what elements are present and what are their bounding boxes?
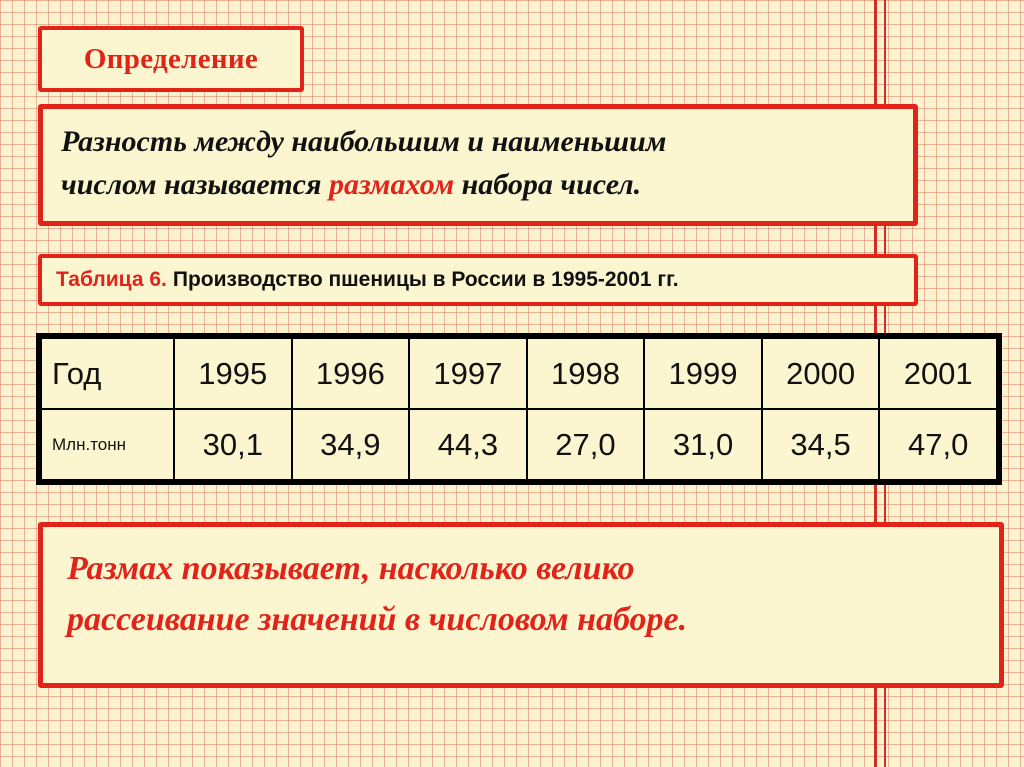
definition-body-box [38,104,918,226]
table-cell-value-1995: 30,1 [174,409,292,480]
table-cell-year-2001: 2001 [879,338,997,409]
table-cell-year-1997: 1997 [409,338,527,409]
table-caption-box [38,254,918,306]
definition-title-box [38,26,304,92]
table-cell-year-1999: 1999 [644,338,762,409]
table-cell-year-1998: 1998 [527,338,645,409]
table-cell-value-1996: 34,9 [292,409,410,480]
wheat-production-table [36,333,1002,485]
definition-line-1: Разность между наибольшим и наименьшим [61,125,667,158]
table-cell-year-1996: 1996 [292,338,410,409]
conclusion-box [38,522,1004,688]
table-row-values [41,409,997,480]
table-cell-year-1995: 1995 [174,338,292,409]
row-header-million-tons: Млн.тонн [41,409,174,480]
table-cell-value-2001: 47,0 [879,409,997,480]
table-cell-value-1999: 31,0 [644,409,762,480]
definition-title: Определение [83,42,259,75]
table-cell-year-2000: 2000 [762,338,880,409]
table-cell-value-2000: 34,5 [762,409,880,480]
table-row-years [41,338,997,409]
table-caption-text: Производство пшеницы в России в 1995-2001 гг. [172,268,679,291]
definition-line-2 [61,164,895,207]
row-header-year: Год [41,338,174,409]
table-cell-value-1998: 27,0 [527,409,645,480]
conclusion-line-1: Размах показывает, насколько велико [67,550,635,587]
definition-line-2-prefix: числом называется [61,167,329,201]
definition-keyword: размахом [328,167,455,201]
conclusion-line-2: рассеивание значений в числовом наборе. [67,601,688,638]
table-caption-label: Таблица 6. [56,268,167,291]
table-cell-value-1997: 44,3 [409,409,527,480]
definition-line-2-suffix: набора чисел. [454,167,642,201]
